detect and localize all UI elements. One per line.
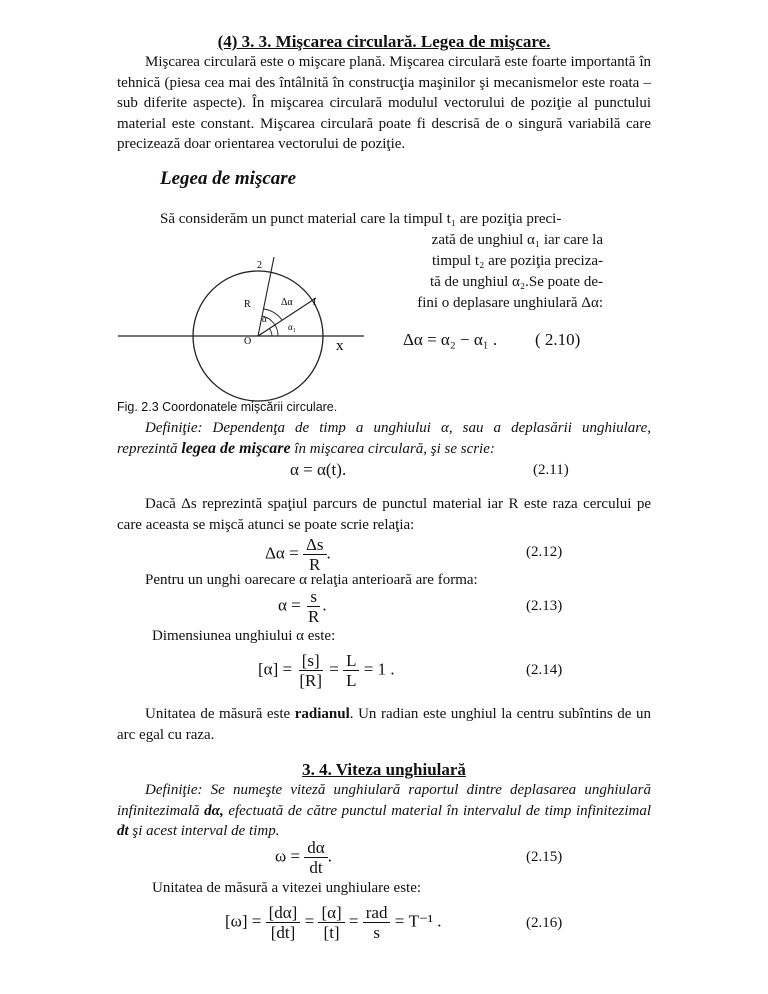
page-title: (4) 3. 3. Mişcarea circulară. Legea de mişcare. [217, 32, 551, 51]
paragraph-arc-length: Dacă Δs reprezintă spaţiul parcurs de punctul material iar R este raza cercului pe care aceasta se mişcă atunci se poate scrie relaţia: [117, 496, 651, 533]
def2-b2: dt [117, 823, 129, 839]
eq215-numerator: dα [304, 838, 327, 858]
label-x: x [336, 338, 344, 354]
eq216-n3: rad [363, 903, 391, 923]
figure-caption: Fig. 2.3 Coordonatele mişcării circulare. [117, 400, 338, 414]
eq212-tail: . [326, 543, 331, 563]
section-subtitle: Legea de mişcare [160, 168, 297, 189]
def2-b1: dα, [204, 802, 224, 819]
intro-right-line2: zată de unghiul α₁ iar care la [431, 232, 603, 248]
definition1-prefix: Definiţie: Dependenţa de timp a unghiului α, sau a deplasării unghiulare, reprezintă [117, 420, 651, 457]
equation-2-13 [278, 587, 327, 626]
eq216-d3: s [373, 923, 380, 942]
label-dalpha: Δα [281, 297, 293, 308]
eq214-denominator1: [R] [299, 671, 322, 690]
eq216-tail: = T⁻¹ . [394, 911, 442, 931]
eq213-tail: . [322, 595, 327, 615]
equation-number-2-12: (2.12) [526, 544, 563, 560]
eq214-numerator2: L [343, 651, 359, 671]
def2-p1: Definiţie: Se numeşte viteză unghiulară raportul dintre deplasarea unghiulară infinitezimală [117, 782, 651, 819]
eq216-d2: [t] [323, 923, 340, 942]
equation-2-10: Δα = α₂ − α₁ . [403, 330, 498, 349]
definition-angular-velocity [117, 780, 651, 842]
eq212-denominator: R [309, 555, 321, 574]
paragraph-angular-velocity-unit: Unitatea de măsură a vitezei unghiulare este: [152, 880, 422, 896]
alpha1-arc [269, 328, 272, 336]
label-1: 1 [312, 297, 317, 308]
eq216-n2: [α] [318, 903, 344, 923]
unit-suffix: . Un radian este unghiul la centru subîntins de un arc egal cu raza. [117, 706, 651, 743]
def2-p3: şi acest interval de timp. [128, 823, 280, 839]
intro-paragraph: Mişcarea circulară este o mişcare plană. Mişcarea circulară este foarte importantă în tehnică (piesa cea mai des întâlnită în construcţia maşinilor şi mecanismelor este roata – sub diferite aspecte). În mişcarea circulară modulul vectorului de poziţie al punctului material este constant. Mişcarea circulară poate fi descrisă de o singură variabilă care precizează doar orientarea vectorului de poziţie. [117, 54, 651, 152]
label-2: 2 [257, 260, 262, 271]
eq215-tail: . [327, 846, 332, 866]
circular-motion-figure [116, 246, 366, 406]
equation-2-14 [258, 651, 395, 690]
eq214-denominator2: L [346, 671, 357, 690]
intro-right-line1: Să considerăm un punct material care la timpul t₁ are poziţia preci- [160, 211, 562, 227]
equation-2-16: [ω] = $\frac{[d\alpha]}{[dt]}$ = $\frac{[\alpha]}{[t]}$ = $\frac{\text{rad}}{s}$ = T⁻¹ . [225, 903, 442, 942]
label-alpha: α [262, 314, 267, 324]
intro-right-line5: fini o deplasare unghiulară Δα: [417, 295, 603, 311]
eq216-d1: [dt] [270, 923, 296, 942]
section-title-angular-velocity: 3. 4. Viteza unghiulară [302, 760, 466, 779]
equation-number-2-16: (2.16) [526, 915, 563, 931]
definition-law-of-motion [117, 418, 651, 459]
intro-right-line3: timpul t₂ are poziţia preciza- [432, 253, 603, 269]
eq215-lhs: ω = [275, 846, 301, 866]
equation-2-12 [265, 535, 331, 574]
def2-p2: efectuată de către punctul material în intervalul de timp infinitezimal [223, 802, 652, 819]
eq212-lhs: Δα = [265, 543, 299, 563]
eq214-numerator1: [s] [299, 651, 323, 671]
equation-number-2-14: (2.14) [526, 662, 563, 678]
equation-number-2-10: ( 2.10) [535, 330, 581, 349]
eq214-tail: = 1 . [363, 659, 395, 679]
definition1-bold: legea de mişcare [181, 439, 291, 457]
label-O: O [244, 336, 252, 347]
eq213-lhs: α = [278, 595, 301, 615]
equation-2-11: α = α(t). [290, 460, 347, 479]
equation-number-2-15: (2.15) [526, 849, 563, 865]
definition1-suffix: în mişcarea circulară, şi se scrie: [290, 440, 495, 457]
eq216-n1: [dα] [266, 903, 301, 923]
equation-number-2-13: (2.13) [526, 598, 563, 614]
eq215-denominator: dt [309, 858, 323, 877]
eq213-numerator: s [307, 587, 320, 607]
eq216-lhs: [ω] = [225, 911, 262, 931]
paragraph-radian [117, 704, 651, 745]
unit-prefix: Unitatea de măsură este [145, 706, 295, 722]
paragraph-any-angle: Pentru un unghi oarecare α relaţia anterioară are forma: [145, 572, 478, 588]
intro-right-line4: tă de unghiul α₂.Se poate de- [429, 274, 603, 290]
paragraph-dimension: Dimensiunea unghiului α este: [152, 628, 336, 644]
eq214-mid: = [329, 659, 339, 679]
equation-2-15 [275, 838, 332, 877]
eq214-lhs: [α] = [258, 659, 293, 679]
eq212-numerator: Δs [303, 535, 327, 555]
eq213-denominator: R [308, 607, 320, 626]
label-R: R [244, 299, 251, 310]
equation-number-2-11: (2.11) [533, 462, 569, 478]
unit-bold: radianul [294, 706, 350, 722]
label-alpha1: α₁ [288, 322, 296, 332]
